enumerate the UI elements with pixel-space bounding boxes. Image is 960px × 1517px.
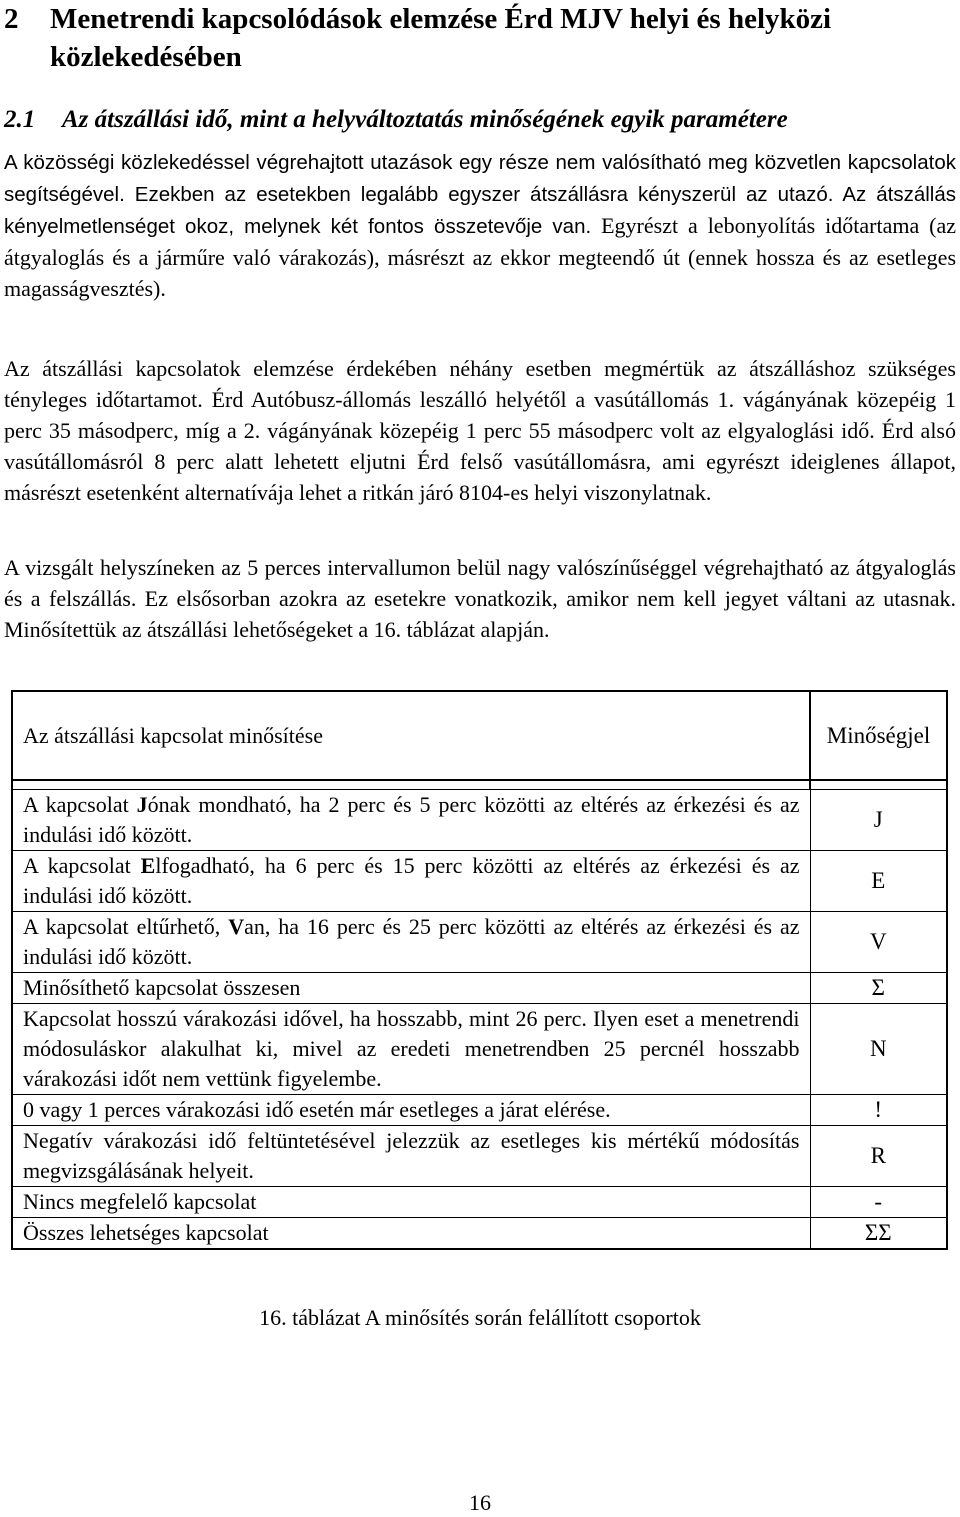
row-description-text: Összes lehetséges kapcsolat bbox=[23, 1220, 269, 1245]
chapter-heading bbox=[4, 0, 956, 76]
row-quality-symbol: ΣΣ bbox=[810, 1218, 947, 1250]
quality-table bbox=[11, 690, 948, 1250]
row-description-text: Kapcsolat hosszú várakozási idővel, ha hosszabb, mint 26 perc. Ilyen eset a menetrendi módosuláskor alakulhat ki, mivel az eredeti menetrendben 25 percnél hosszabb várakozási időt nem vettünk figyelembe. bbox=[23, 1006, 800, 1091]
row-description-text: ónak mondható, ha 2 perc és 5 perc közötti az eltérés az érkezési és az indulási idő között. bbox=[23, 792, 800, 847]
row-description-text: an, ha 16 perc és 25 perc közötti az eltérés az érkezési és az indulási idő között. bbox=[23, 914, 800, 969]
table-row bbox=[12, 1095, 947, 1126]
paragraph-2: Az átszállási kapcsolatok elemzése érdekében néhány esetben megmértük az átszálláshoz szükséges tényleges időtartamot. Érd Autóbusz-állomás leszálló helyétől a vasútállomás 1. vágányának közepéig 1 perc 35 másodperc, míg a 2. vágányának közepéig 1 perc 55 másodperc volt az elgyaloglási idő. Érd alsó vasútállomásról 8 perc alatt lehetett eljutni Érd felső vasútállomásra, ami egyrészt ideiglenes állapot, másrészt esetenként alternatívája lehet a ritkán járó 8104-es helyi viszonylatnak. bbox=[4, 356, 956, 505]
row-description-text: A kapcsolat eltűrhető, bbox=[23, 914, 229, 939]
row-description-initial: E bbox=[140, 853, 156, 878]
chapter-number: 2 bbox=[4, 3, 19, 35]
table-spacer-row bbox=[12, 780, 947, 790]
table-row bbox=[12, 1187, 947, 1218]
paragraph-1-sentence-2: Ezekben az esetekben legalább egyszer átszállásra kényszerül az utazó. Az átszállás kényelmetlenséget okoz, melynek két fontos összetevője van. bbox=[4, 183, 956, 238]
table-row bbox=[12, 851, 947, 912]
row-description bbox=[12, 790, 810, 851]
row-description-text: 0 vagy 1 perces várakozási idő esetén már esetleges a járat elérése. bbox=[23, 1097, 611, 1122]
chapter-title-line2: közlekedésében bbox=[50, 41, 242, 73]
row-description bbox=[12, 1126, 810, 1187]
table-row bbox=[12, 973, 947, 1004]
row-description bbox=[12, 1004, 810, 1095]
chapter-title-line1: Menetrendi kapcsolódások elemzése Érd MJV helyi és helyközi bbox=[50, 3, 832, 35]
row-description-initial: J bbox=[136, 792, 148, 817]
section-title: Az átszállási idő, mint a helyváltoztatás minőségének egyik paramétere bbox=[62, 106, 788, 133]
table-row bbox=[12, 912, 947, 973]
row-quality-symbol: R bbox=[810, 1126, 947, 1187]
row-quality-symbol: E bbox=[810, 851, 947, 912]
row-quality-symbol: N bbox=[810, 1004, 947, 1095]
section-number: 2.1 bbox=[4, 106, 36, 133]
row-description bbox=[12, 912, 810, 973]
table-spacer-cell bbox=[12, 780, 810, 790]
row-quality-symbol: J bbox=[810, 790, 947, 851]
page-number: 16 bbox=[469, 1490, 491, 1515]
row-description bbox=[12, 1095, 810, 1126]
row-description bbox=[12, 1218, 810, 1250]
table-header-description: Az átszállási kapcsolat minősítése bbox=[12, 691, 810, 780]
table-header-row bbox=[12, 691, 947, 780]
table-caption: 16. táblázat A minősítés során felállított csoportok bbox=[259, 1305, 701, 1330]
row-description bbox=[12, 1187, 810, 1218]
table-header-symbol: Minőségjel bbox=[810, 691, 947, 780]
row-description-text: lfogadható, ha 6 perc és 15 perc közötti az eltérés az érkezési és az indulási idő között. bbox=[23, 853, 800, 908]
table-row bbox=[12, 790, 947, 851]
row-quality-symbol: Σ bbox=[810, 973, 947, 1004]
table-row bbox=[12, 1218, 947, 1250]
paragraph-1-sentence-1: A közösségi közlekedéssel végrehajtott utazások egy része nem valósítható meg közvetlen kapcsolatok segítségével. bbox=[4, 151, 956, 206]
table-row bbox=[12, 1126, 947, 1187]
row-description-text: Minősíthető kapcsolat összesen bbox=[23, 975, 301, 1000]
row-description-text: A kapcsolat bbox=[23, 853, 141, 878]
row-description-initial: V bbox=[228, 914, 245, 939]
row-description bbox=[12, 973, 810, 1004]
paragraph-1 bbox=[4, 146, 956, 304]
row-quality-symbol: - bbox=[810, 1187, 947, 1218]
row-description bbox=[12, 851, 810, 912]
table-row bbox=[12, 1004, 947, 1095]
section-heading bbox=[4, 103, 956, 137]
row-description-text: Negatív várakozási idő feltüntetésével jelezzük az esetleges kis mértékű módosítás megvizsgálásának helyeit. bbox=[23, 1128, 800, 1183]
row-quality-symbol: V bbox=[810, 912, 947, 973]
row-description-text: Nincs megfelelő kapcsolat bbox=[23, 1189, 257, 1214]
table-spacer-cell bbox=[810, 780, 947, 790]
paragraph-1-sentence-3: Egyrészt a lebonyolítás időtartama (az átgyaloglás és a járműre való várakozás), másrészt az ekkor megteendő út (ennek hossza és az esetleges magasságvesztés). bbox=[4, 213, 957, 301]
row-quality-symbol: ! bbox=[810, 1095, 947, 1126]
paragraph-3: A vizsgált helyszíneken az 5 perces intervallumon belül nagy valószínűséggel végrehajtható az átgyaloglás és a felszállás. Ez elsősorban azokra az esetekre vonatkozik, amikor nem kell jegyet váltani az utasnak. Minősítettük az átszállási lehetőségeket a 16. táblázat alapján. bbox=[4, 555, 956, 642]
row-description-text: A kapcsolat bbox=[23, 792, 137, 817]
